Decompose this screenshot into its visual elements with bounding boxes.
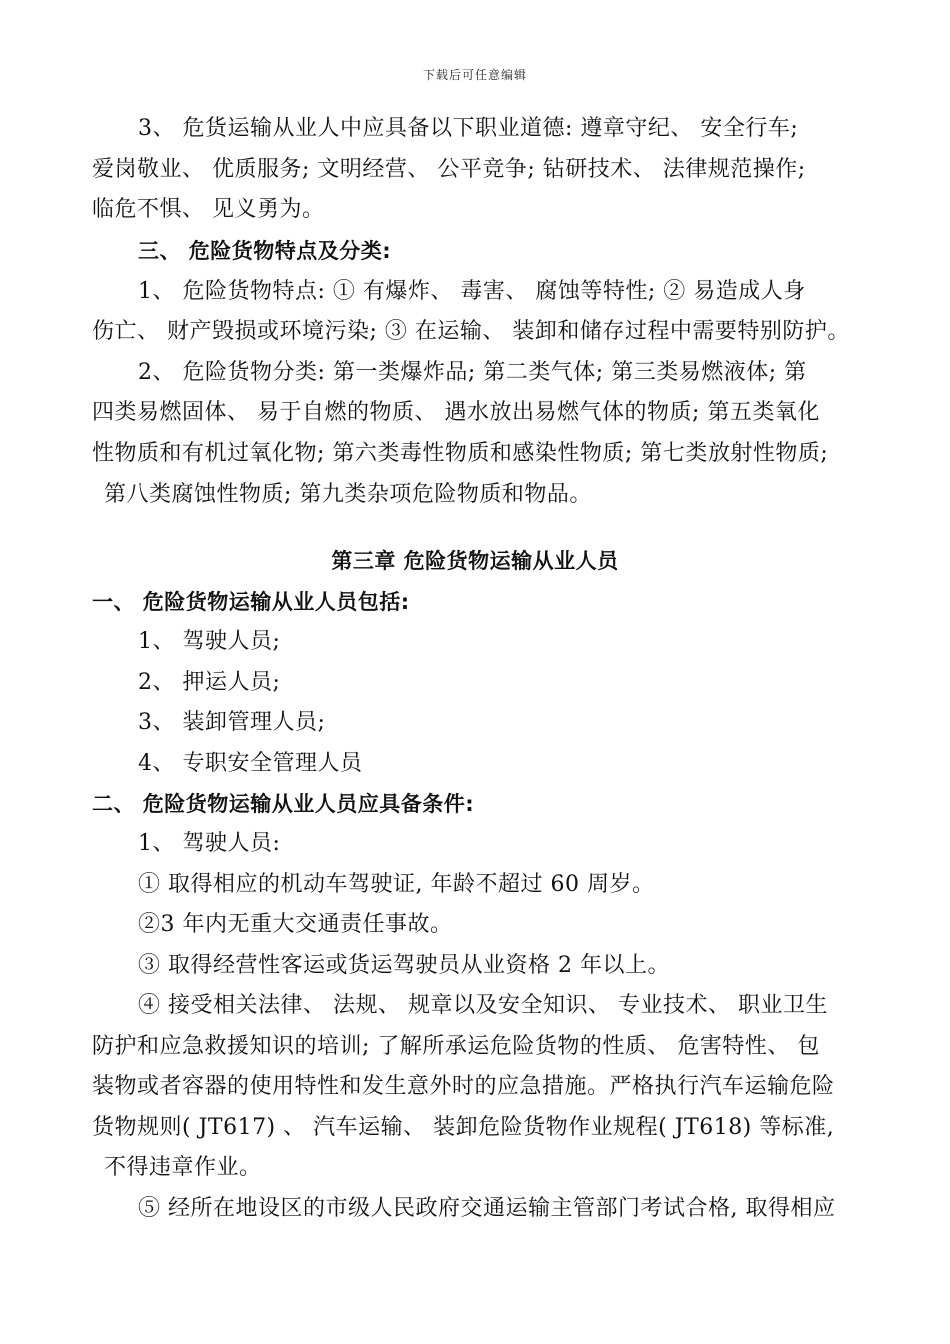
paragraph-line: 伤亡、 财产毁损或环境污染; ③ 在运输、 装卸和储存过程中需要特别防护。 bbox=[92, 319, 850, 344]
paragraph-line: ③ 取得经营性客运或货运驾驶员从业资格 2 年以上。 bbox=[138, 953, 670, 978]
section-heading: 二、 危险货物运输从业人员应具备条件: bbox=[92, 792, 475, 816]
section-heading: 三、 危险货物特点及分类: bbox=[138, 239, 392, 263]
paragraph-line: ① 取得相应的机动车驾驶证, 年龄不超过 60 周岁。 bbox=[138, 872, 655, 897]
chapter-title: 第三章 危险货物运输从业人员 bbox=[331, 549, 619, 573]
paragraph-line: 1、 危险货物特点: ① 有爆炸、 毒害、 腐蚀等特性; ② 易造成人身 bbox=[138, 279, 806, 304]
list-item: 1、 驾驶人员; bbox=[138, 629, 281, 654]
paragraph-line: 装物或者容器的使用特性和发生意外时的应急措施。严格执行汽车运输危险 bbox=[92, 1074, 835, 1099]
paragraph-line: ④ 接受相关法律、 法规、 规章以及安全知识、 专业技术、 职业卫生 bbox=[138, 993, 828, 1018]
paragraph-line: ⑤ 经所在地设区的市级人民政府交通运输主管部门考试合格, 取得相应 bbox=[138, 1196, 836, 1221]
list-item: 4、 专职安全管理人员 bbox=[138, 751, 363, 776]
paragraph-line: 货物规则( JT617) 、 汽车运输、 装卸危险货物作业规程( JT618) 等标准, bbox=[92, 1115, 835, 1140]
list-item: 2、 押运人员; bbox=[138, 670, 281, 695]
paragraph-line: 不得违章作业。 bbox=[104, 1155, 262, 1180]
section-heading: 一、 危险货物运输从业人员包括: bbox=[92, 590, 410, 614]
paragraph-line: 第八类腐蚀性物质; 第九类杂项危险物质和物品。 bbox=[104, 482, 592, 507]
paragraph-line: ②3 年内无重大交通责任事故。 bbox=[138, 912, 453, 937]
paragraph-line: 爱岗敬业、 优质服务; 文明经营、 公平竞争; 钻研技术、 法律规范操作; bbox=[92, 157, 806, 182]
paragraph-line: 2、 危险货物分类: 第一类爆炸品; 第二类气体; 第三类易燃液体; 第 bbox=[138, 360, 807, 385]
paragraph-line: 性物质和有机过氧化物; 第六类毒性物质和感染性物质; 第七类放射性物质; bbox=[92, 441, 829, 466]
paragraph-line: 四类易燃固体、 易于自燃的物质、 遇水放出易燃气体的物质; 第五类氧化 bbox=[92, 400, 820, 425]
paragraph-line: 防护和应急救援知识的培训; 了解所承运危险货物的性质、 危害特性、 包 bbox=[92, 1034, 820, 1059]
list-item: 3、 装卸管理人员; bbox=[138, 710, 326, 735]
paragraph-line: 3、 危货运输从业人中应具备以下职业道德: 遵章守纪、 安全行车; bbox=[138, 116, 799, 141]
header-note: 下载后可任意编辑 bbox=[422, 68, 527, 82]
list-item: 1、 驾驶人员: bbox=[138, 831, 281, 856]
paragraph-line: 临危不惧、 见义勇为。 bbox=[92, 197, 325, 222]
